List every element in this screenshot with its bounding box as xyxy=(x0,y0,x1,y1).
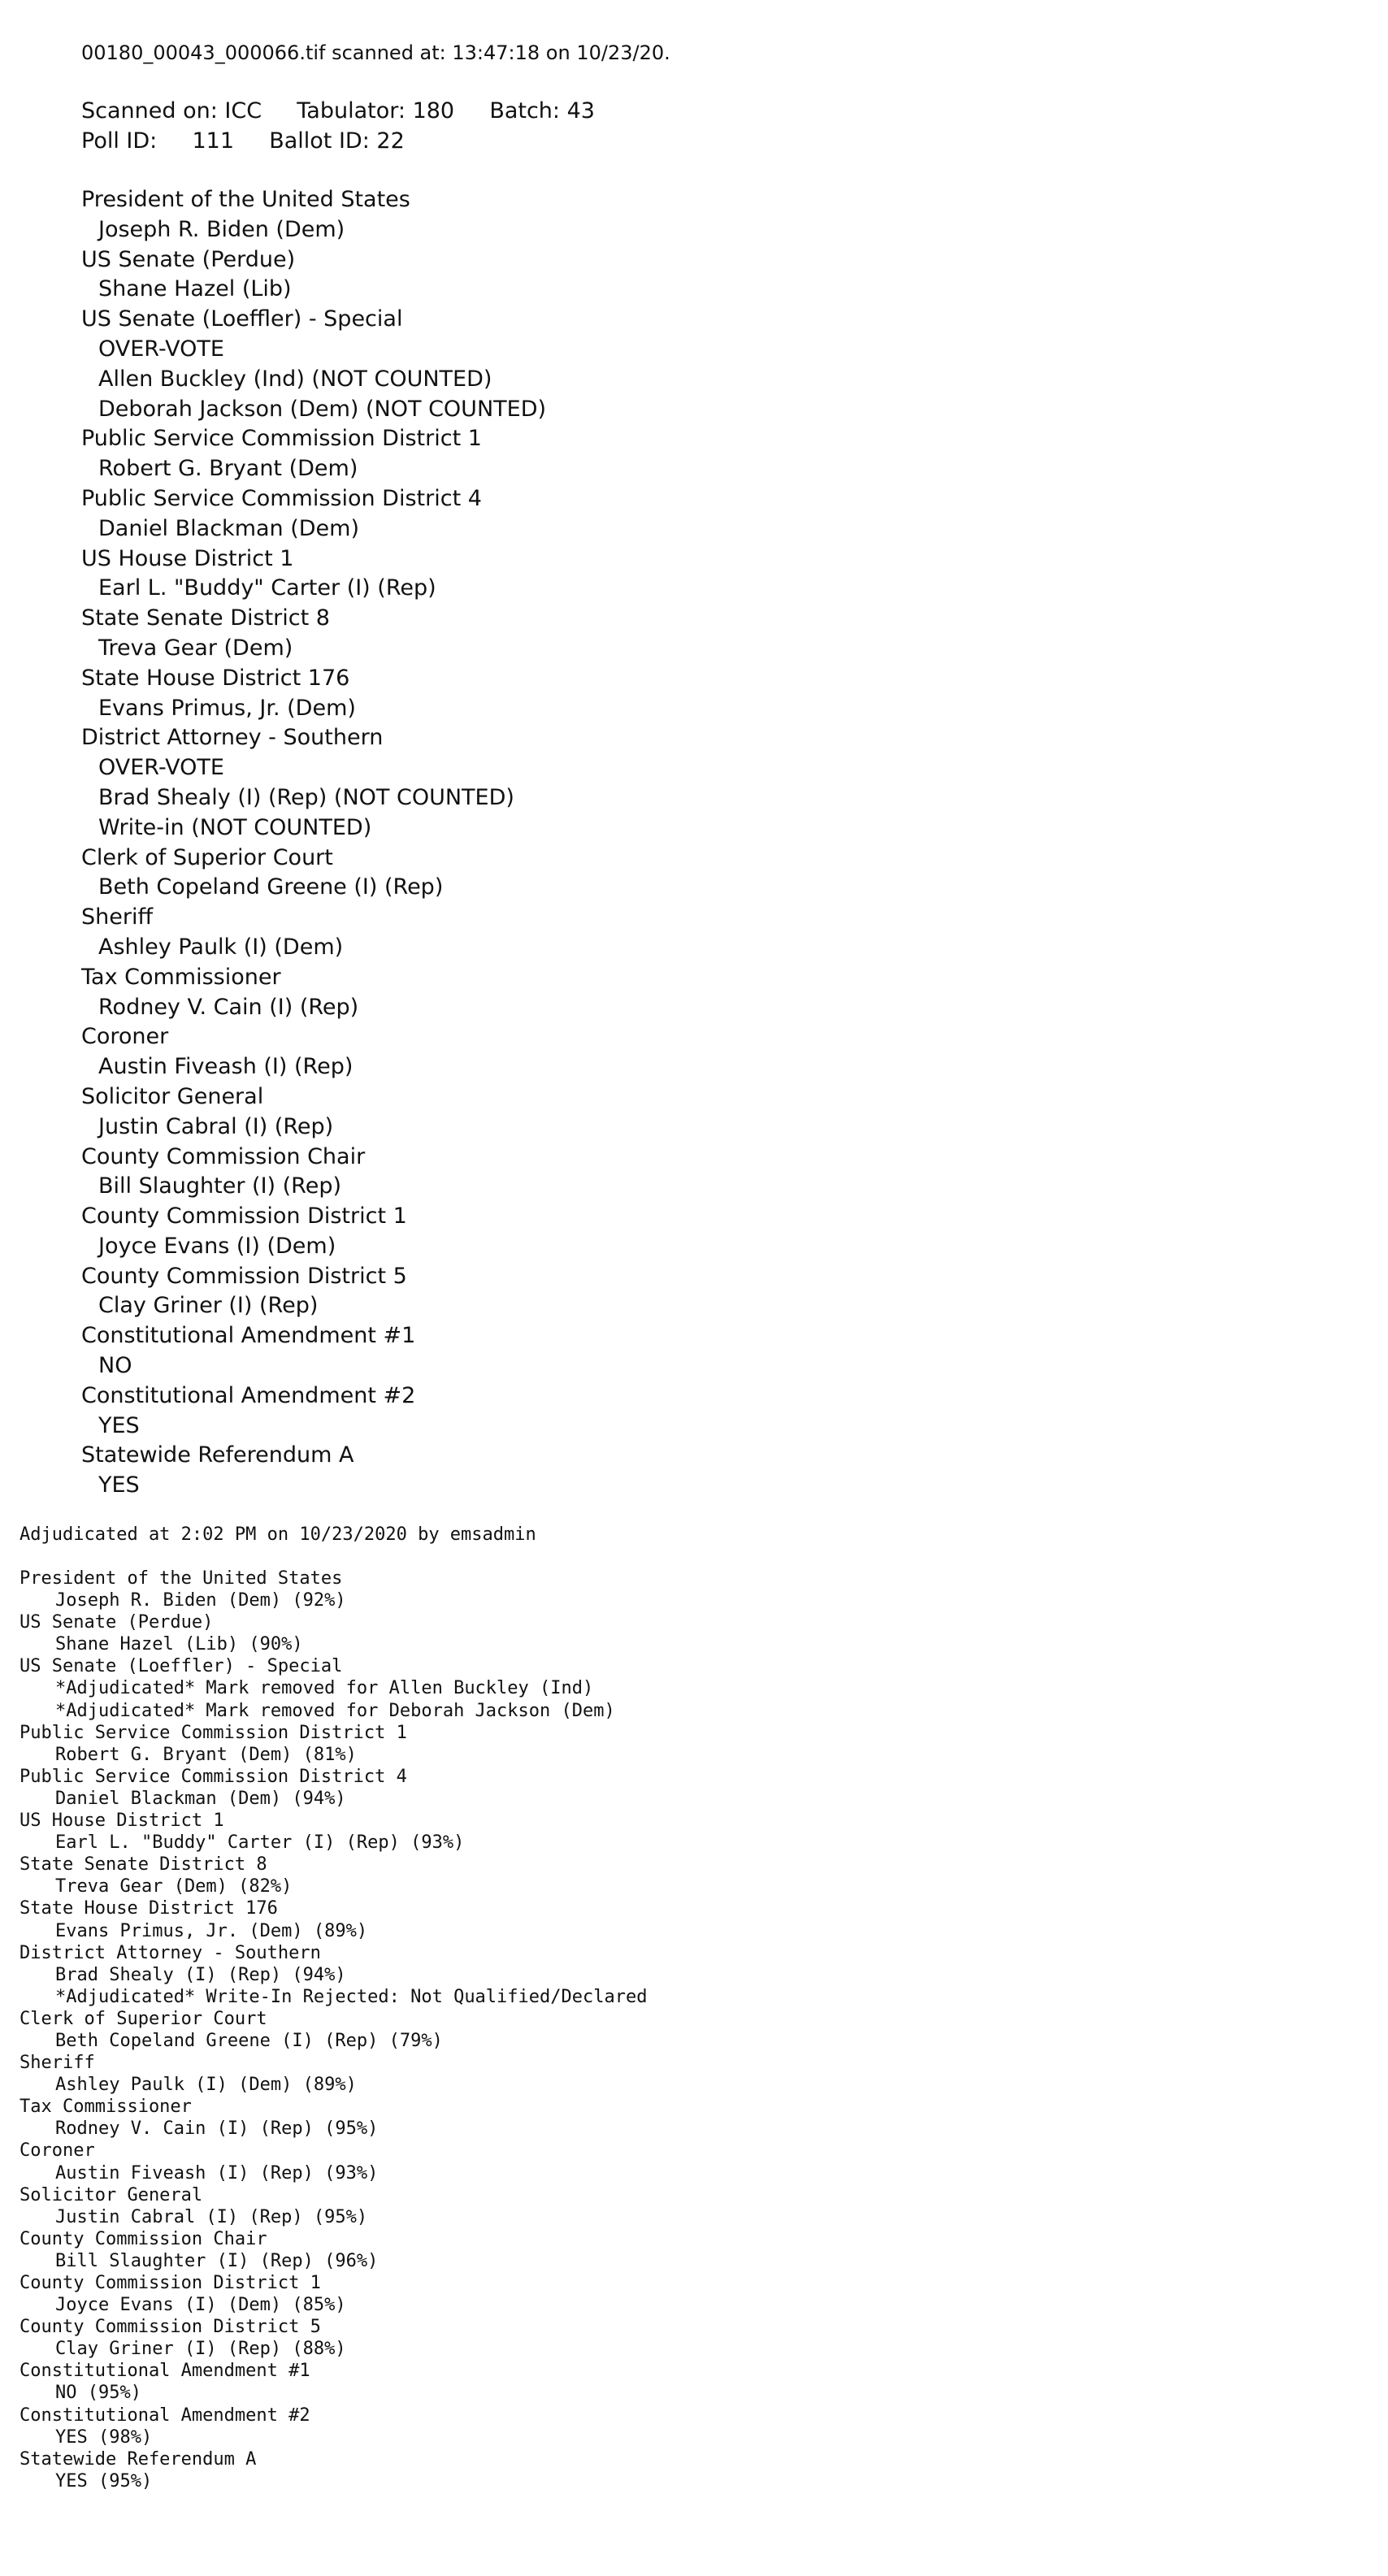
ballot-id-label: Ballot ID: xyxy=(269,128,370,154)
contest-choice: YES xyxy=(98,1472,140,1498)
contest-name: US Senate (Perdue) xyxy=(81,246,296,272)
contest-choice: Justin Cabral (I) (Rep) xyxy=(98,1113,334,1139)
contest-choice: Daniel Blackman (Dem) (94%) xyxy=(55,1788,346,1809)
contest-name: State Senate District 8 xyxy=(81,605,330,631)
contest-choice: *Adjudicated* Mark removed for Allen Buckley (Ind) xyxy=(55,1678,594,1699)
contest-choice: Earl L. "Buddy" Carter (I) (Rep) xyxy=(98,575,436,601)
contest-name: Sheriff xyxy=(20,2053,95,2074)
contest-name: Public Service Commission District 4 xyxy=(20,1766,407,1787)
contest-choice: *Adjudicated* Write-In Rejected: Not Qualified/Declared xyxy=(55,1986,648,2007)
scan-meta-line-1 xyxy=(81,96,670,126)
contest-name: Clerk of Superior Court xyxy=(81,844,333,870)
contest-choice: OVER-VOTE xyxy=(98,336,224,362)
contest-name: District Attorney - Southern xyxy=(81,725,384,751)
contest-name: Coroner xyxy=(81,1024,169,1050)
tabulator-value: 180 xyxy=(412,98,455,124)
contest-name: President of the United States xyxy=(20,1568,343,1589)
poll-id-label: Poll ID: xyxy=(81,128,158,154)
contest-name: Constitutional Amendment #2 xyxy=(20,2405,310,2426)
batch-label: Batch: xyxy=(489,98,561,124)
contest-choice: Joseph R. Biden (Dem) (92%) xyxy=(55,1590,346,1611)
contest-name: Public Service Commission District 4 xyxy=(81,485,482,511)
contest-name: County Commission District 1 xyxy=(20,2273,321,2293)
contest-name: Clerk of Superior Court xyxy=(20,2008,267,2029)
contest-name: Coroner xyxy=(20,2140,95,2162)
scan-filename-line: 00180_00043_000066.tif scanned at: 13:47:18 on 10/23/20. xyxy=(81,41,670,64)
contest-choice: Rodney V. Cain (I) (Rep) (95%) xyxy=(55,2118,379,2140)
contest-name: Constitutional Amendment #1 xyxy=(81,1323,416,1349)
tabulator-label: Tabulator: xyxy=(297,98,406,124)
contest-name: Statewide Referendum A xyxy=(20,2448,257,2470)
contest-choice: Justin Cabral (I) (Rep) (95%) xyxy=(55,2206,368,2227)
contest-choice: Beth Copeland Greene (I) (Rep) (79%) xyxy=(55,2030,443,2051)
contest-name: Public Service Commission District 1 xyxy=(20,1722,407,1743)
contest-name: Solicitor General xyxy=(81,1083,264,1109)
adjudication-contest-list xyxy=(20,1568,647,2492)
contest-choice: Austin Fiveash (I) (Rep) xyxy=(98,1054,354,1080)
scanned-on-label: Scanned on: xyxy=(81,98,218,124)
contest-choice: Daniel Blackman (Dem) xyxy=(98,515,360,541)
contest-choice: Bill Slaughter (I) (Rep) (96%) xyxy=(55,2250,379,2271)
contest-name: Tax Commissioner xyxy=(20,2097,192,2118)
adjudication-section xyxy=(20,1524,647,2492)
ballot-contest-list xyxy=(81,185,670,1501)
contest-choice: Earl L. "Buddy" Carter (I) (Rep) (93%) xyxy=(55,1832,465,1854)
contest-name: County Commission District 1 xyxy=(81,1203,407,1229)
contest-choice: Write-in (NOT COUNTED) xyxy=(98,814,372,840)
contest-name: State House District 176 xyxy=(20,1898,278,1919)
contest-name: US Senate (Loeffler) - Special xyxy=(20,1656,343,1677)
contest-choice: Brad Shealy (I) (Rep) (NOT COUNTED) xyxy=(98,784,514,810)
contest-name: US Senate (Perdue) xyxy=(20,1612,214,1633)
contest-choice: Clay Griner (I) (Rep) xyxy=(98,1293,319,1319)
contest-choice: Evans Primus, Jr. (Dem) xyxy=(98,695,356,721)
contest-name: District Attorney - Southern xyxy=(20,1942,321,1963)
contest-choice: NO xyxy=(98,1353,132,1379)
contest-choice: Rodney V. Cain (I) (Rep) xyxy=(98,994,359,1020)
contest-choice: YES (95%) xyxy=(55,2470,153,2491)
contest-name: Solicitor General xyxy=(20,2184,203,2205)
contest-choice: NO (95%) xyxy=(55,2383,141,2404)
contest-choice: Deborah Jackson (Dem) (NOT COUNTED) xyxy=(98,396,547,422)
contest-choice: YES xyxy=(98,1412,140,1438)
contest-choice: Shane Hazel (Lib) xyxy=(98,276,292,302)
scanned-on-value: ICC xyxy=(224,98,262,124)
contest-choice: OVER-VOTE xyxy=(98,755,224,781)
contest-name: State House District 176 xyxy=(81,665,350,691)
contest-choice: *Adjudicated* Mark removed for Deborah Jackson (Dem) xyxy=(55,1700,615,1721)
contest-choice: Ashley Paulk (I) (Dem) (89%) xyxy=(55,2075,357,2096)
batch-value: 43 xyxy=(566,98,595,124)
contest-choice: Beth Copeland Greene (I) (Rep) xyxy=(98,874,444,900)
contest-name: Statewide Referendum A xyxy=(81,1442,354,1468)
contest-name: US House District 1 xyxy=(81,545,294,571)
scan-section xyxy=(81,39,670,1501)
contest-name: County Commission Chair xyxy=(81,1143,366,1169)
contest-name: Sheriff xyxy=(81,904,154,930)
adjudication-header: Adjudicated at 2:02 PM on 10/23/2020 by emsadmin xyxy=(20,1524,536,1545)
contest-choice: Joseph R. Biden (Dem) xyxy=(98,216,345,242)
contest-name: County Commission District 5 xyxy=(20,2317,321,2338)
contest-name: Constitutional Amendment #1 xyxy=(20,2361,310,2382)
contest-name: US Senate (Loeffler) - Special xyxy=(81,306,403,332)
contest-choice: Brad Shealy (I) (Rep) (94%) xyxy=(55,1964,346,1985)
contest-choice: Treva Gear (Dem) xyxy=(98,635,293,661)
contest-choice: Allen Buckley (Ind) (NOT COUNTED) xyxy=(98,366,492,392)
contest-name: President of the United States xyxy=(81,187,410,212)
contest-choice: Joyce Evans (I) (Dem) xyxy=(98,1233,336,1259)
contest-choice: Austin Fiveash (I) (Rep) (93%) xyxy=(55,2162,379,2184)
contest-choice: Treva Gear (Dem) (82%) xyxy=(55,1876,293,1897)
contest-choice: Robert G. Bryant (Dem) (81%) xyxy=(55,1744,357,1765)
contest-choice: Shane Hazel (Lib) (90%) xyxy=(55,1634,303,1655)
contest-name: County Commission District 5 xyxy=(81,1263,407,1289)
contest-choice: Bill Slaughter (I) (Rep) xyxy=(98,1173,342,1199)
contest-name: County Commission Chair xyxy=(20,2228,267,2249)
ballot-id-value: 22 xyxy=(376,128,405,154)
contest-name: Tax Commissioner xyxy=(81,964,281,990)
contest-choice: Evans Primus, Jr. (Dem) (89%) xyxy=(55,1920,368,1941)
scan-meta-line-2 xyxy=(81,126,670,156)
poll-id-value: 111 xyxy=(192,128,235,154)
contest-choice: Joyce Evans (I) (Dem) (85%) xyxy=(55,2295,346,2316)
contest-choice: Robert G. Bryant (Dem) xyxy=(98,456,358,482)
contest-choice: YES (98%) xyxy=(55,2426,153,2448)
contest-name: State Senate District 8 xyxy=(20,1854,267,1876)
contest-name: Public Service Commission District 1 xyxy=(81,426,482,452)
contest-name: US House District 1 xyxy=(20,1811,224,1832)
contest-name: Constitutional Amendment #2 xyxy=(81,1382,416,1408)
contest-choice: Ashley Paulk (I) (Dem) xyxy=(98,934,344,960)
contest-choice: Clay Griner (I) (Rep) (88%) xyxy=(55,2339,346,2360)
